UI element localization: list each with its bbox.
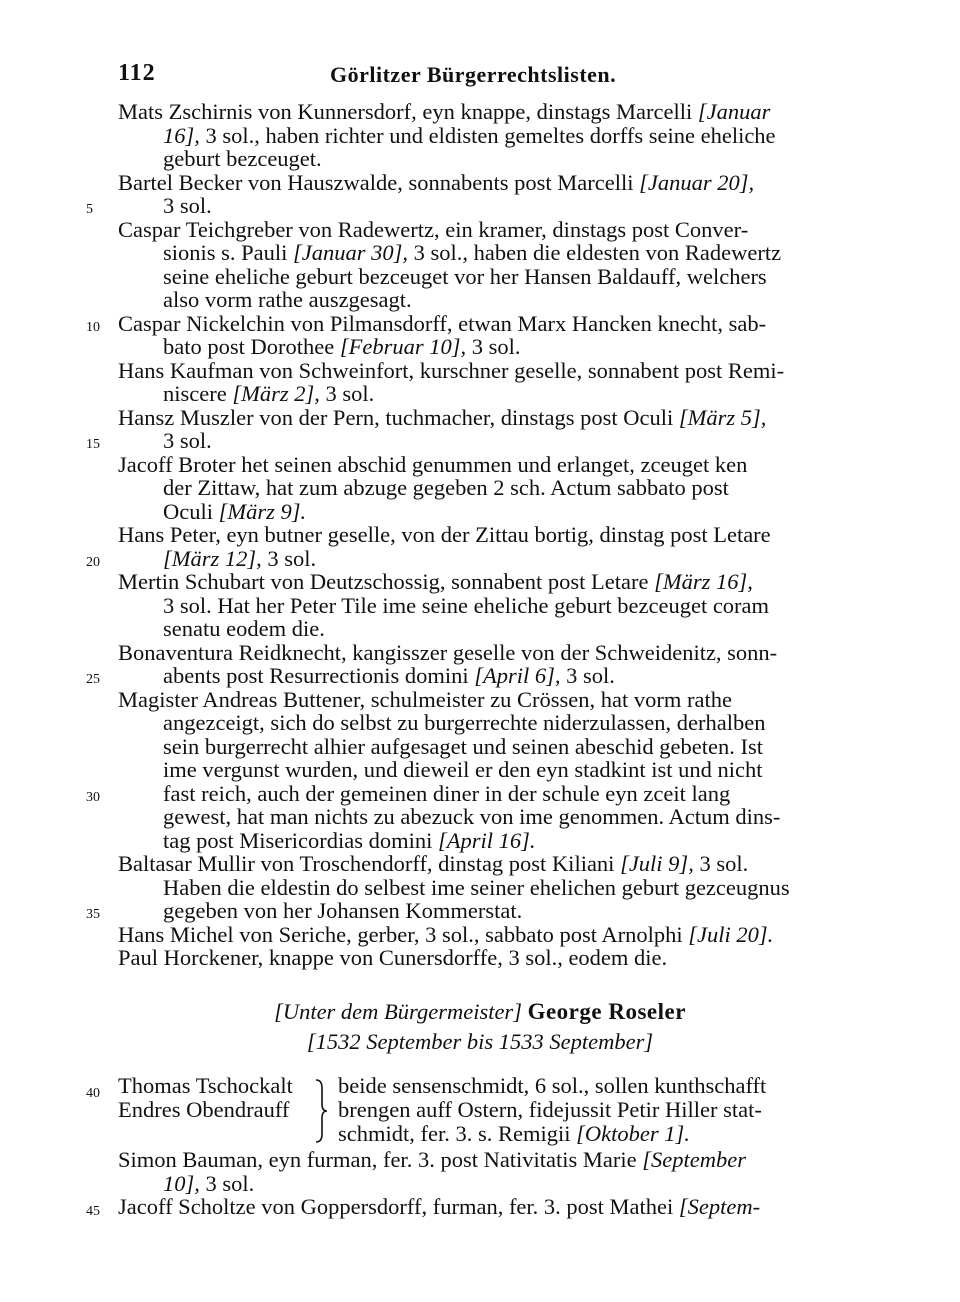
text-run: Mertin Schubart von Deutzschossig, sonnabent post Letare [118,569,655,594]
curly-brace-icon [314,1078,328,1144]
line-number: 5 [86,202,93,217]
editorial-date: [April 6], [474,663,561,688]
editorial-date: [April 16]. [437,827,536,853]
text-run: gegeben von her Johansen Kommerstat. [163,898,523,923]
text-line [163,594,769,618]
section-heading-name: George Roseler [527,999,686,1024]
text-run: fast reich, auch der gemeinen diner in der schule eyn zceit lang [163,780,731,806]
text-line [163,735,763,759]
text-run: gewest, hat man nichts zu abezuck von ime genommen. Actum dins- [163,804,781,829]
text-line [118,218,748,242]
editorial-date: [Juli 9], [620,851,694,876]
text-line [163,265,767,289]
text-run: niscere [163,381,233,406]
brace-name: Endres Obendrauff [118,1096,290,1122]
text-line [118,523,771,547]
editorial-date: [Januar 20], [639,169,755,195]
line-number: 25 [86,672,100,687]
text-run: 3 sol., haben die eldesten von Radewertz [408,240,782,265]
brace-name: Thomas Tschockalt [118,1073,293,1098]
text-line [163,124,776,148]
text-run: Magister Andreas Buttener, schulmeister zu Crössen, hat vorm rathe [118,686,732,712]
text-run: Baltasar Mullir von Troschendorff, dinstag post Kiliani [118,851,621,876]
text-run: Haben die eldestin do selbest ime seiner ehelichen geburt gezceugnus [163,874,790,900]
line-number: 40 [86,1086,100,1101]
editorial-date: [Januar 30], [293,240,409,265]
text-line [163,429,212,453]
brace-text-line [338,1074,878,1098]
line-number: 45 [86,1203,100,1219]
text-line [163,500,306,524]
text-line [118,312,766,336]
text-run: 3 sol. [163,428,212,453]
text-run: 3 sol., haben richter und eldisten gemeltes dorffs seine eheliche [199,122,776,148]
text-run: 3 sol. Hat her Peter Tile ime seine eheliche geburt bezceuget coram [163,592,770,618]
text-line [163,476,729,500]
text-line [118,688,732,712]
text-run: 3 sol. [163,193,212,218]
text-run: seine eheliche geburt bezceuget vor her Hansen Baldauff, welchers [163,263,767,289]
text-run: Hans Kaufman von Schweinfort, kurschner geselle, sonnabent post Remi- [118,357,785,383]
text-line [163,382,374,406]
section-heading-dates: [1532 September bis 1533 September] [306,1029,654,1054]
text-run: 3 sol. [319,381,375,406]
text-line [163,1172,254,1196]
text-line [118,923,773,947]
text-run: ime vergunst wurden, und dieweil er den eyn stadkint ist und nicht [163,757,763,782]
text-run: Caspar Nickelchin von Pilmansdorff, etwan Marx Hancken knecht, sab- [118,310,767,336]
text-run: Simon Bauman, eyn furman, fer. 3. post Nativitatis Marie [118,1147,643,1172]
text-run: tag post Misericordias domini [163,827,438,853]
editorial-date: [März 9]. [218,498,307,524]
text-run: senatu eodem die. [163,616,325,641]
text-line [163,547,316,571]
brace-text-line [338,1122,878,1146]
editorial-date: [Juli 20]. [688,921,774,947]
text-run: also vorm rathe auszgesagt. [163,287,412,312]
text-line [163,711,765,735]
text-line [163,664,615,688]
text-line [118,852,748,876]
text-line [163,782,730,806]
text-line [163,147,322,171]
text-line [163,805,780,829]
text-line [163,288,412,312]
text-line [118,453,747,477]
text-run: sionis s. Pauli [163,240,294,265]
section-heading [0,1000,960,1024]
text-run: Paul Horckener, knappe von Cunersdorffe, 3 sol., eodem die. [118,945,668,970]
text-line [118,641,777,665]
editorial-date: [Septem- [678,1194,761,1219]
text-line [163,194,212,218]
text-run: abents post Resurrectionis domini [163,663,475,688]
text-run: angezceigt, sich do selbst zu burgerrechte niderzulassen, derhalben [163,710,766,735]
text-line [163,758,762,782]
brace-text-line [338,1098,878,1122]
editorial-date: [März 5], [678,404,767,430]
text-line [163,617,325,641]
text-line [163,829,535,853]
text-run: bato post Dorothee [163,334,340,359]
text-line [118,406,766,430]
text-line [163,241,781,265]
line-number: 10 [86,319,100,335]
text-run: 3 sol. [199,1170,255,1196]
text-run: Hans Peter, eyn butner geselle, von der Zittau bortig, dinstag post Letare [118,522,771,547]
text-line [118,1148,746,1172]
text-run: 3 sol. [560,663,615,688]
text-line [163,899,522,923]
text-run: 3 sol. [693,851,749,876]
text-run: Hans Michel von Seriche, gerber, 3 sol., sabbato post Arnolphi [118,921,689,947]
text-run: sein burgerrecht alhier aufgesaget und seinen abeschid gebeten. Ist [163,733,763,759]
line-number: 35 [86,907,100,922]
text-line [163,335,521,359]
section-heading-prefix: [Unter dem Bürgermeister] [274,999,522,1024]
text-run: 3 sol. [466,334,521,359]
text-run: beide sensenschmidt, 6 sol., sollen kunthschafft [338,1073,767,1098]
text-run: schmidt, fer. 3. s. Remigii [338,1121,577,1146]
text-line [118,171,754,195]
text-run: brengen auff Ostern, fidejussit Petir Hiller stat- [338,1097,762,1122]
text-run: Jacoff Broter het seinen abschid genummen und erlanget, zceuget ken [118,451,748,477]
editorial-date: [März 12], [163,545,262,571]
running-head: Görlitzer Bürgerrechtslisten. [330,62,617,87]
text-run: Oculi [163,498,219,524]
text-line [163,876,790,900]
editorial-date: 10], [163,1170,200,1196]
editorial-date: [März 16], [654,569,753,594]
line-number: 15 [86,437,100,452]
line-number: 20 [86,554,100,570]
text-line [118,100,770,124]
line-number: 30 [86,789,100,805]
brace-text [338,1074,878,1146]
editorial-date: 16], [163,122,200,148]
text-run: Jacoff Scholtze von Goppersdorff, furman, fer. 3. post Mathei [118,1194,679,1219]
brace-entry [118,1074,878,1154]
editorial-date: [März 2], [232,381,320,406]
text-line [118,359,784,383]
text-run: Hansz Muszler von der Pern, tuchmacher, dinstags post Oculi [118,404,679,430]
editorial-date: [September [642,1147,747,1172]
text-run: geburt bezceuget. [163,146,322,171]
page-number: 112 [118,60,156,86]
editorial-date: [Februar 10], [339,334,467,359]
text-run: 3 sol. [261,545,317,571]
text-run: Mats Zschirnis von Kunnersdorf, eyn knappe, dinstags Marcelli [118,99,698,124]
text-run: Bonaventura Reidknecht, kangisszer geselle von der Schweidenitz, sonn- [118,639,778,665]
text-run: Caspar Teichgreber von Radewertz, ein kramer, dinstags post Conver- [118,216,749,242]
text-run: Bartel Becker von Hauszwalde, sonnabents post Marcelli [118,169,640,195]
editorial-date: [Oktober 1]. [576,1121,690,1146]
text-run: der Zittaw, hat zum abzuge gegeben 2 sch. Actum sabbato post [163,475,729,500]
text-line [118,570,753,594]
text-line [118,946,667,970]
brace-names [118,1074,318,1121]
editorial-date: [Januar [697,99,771,124]
text-line [118,1195,760,1219]
